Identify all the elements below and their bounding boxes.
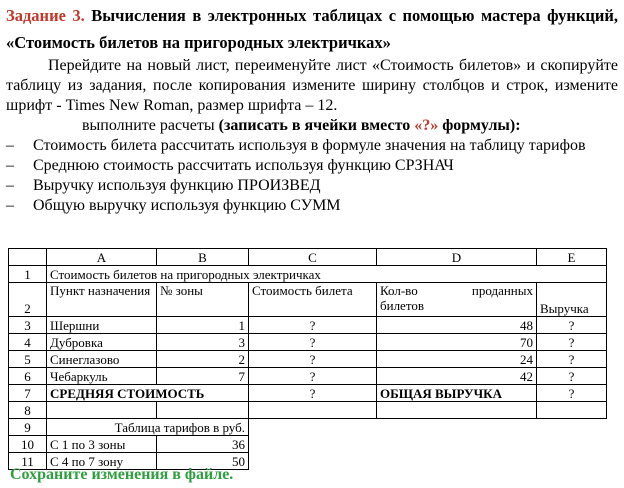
cell-price: ? — [249, 317, 377, 334]
corner-cell — [9, 249, 47, 266]
task-list — [6, 136, 618, 216]
cell-destination: Чебаркуль — [47, 368, 157, 385]
list-item: – Общую выручку используя функцию СУММ — [6, 197, 341, 214]
column-header: D — [377, 249, 537, 266]
question-marker: «?» — [414, 117, 439, 134]
total-label: ОБЩАЯ ВЫРУЧКА — [377, 385, 537, 402]
header-count: Кол-во проданных билетов — [377, 283, 537, 317]
row-number: 8 — [9, 402, 47, 419]
cell-count: 70 — [377, 334, 537, 351]
tariff-value: 36 — [157, 436, 249, 453]
empty-cell — [47, 402, 157, 419]
table-title-cell: Стоимость билетов на пригородных электричках — [47, 266, 607, 283]
cell-revenue: ? — [537, 334, 607, 351]
cell-price: ? — [249, 351, 377, 368]
header-revenue: Выручка — [537, 283, 607, 317]
cell-revenue: ? — [537, 317, 607, 334]
tariff-row — [9, 436, 607, 453]
column-header-row — [9, 249, 607, 266]
spreadsheet-table — [8, 248, 607, 470]
cell-destination: Синеглазово — [47, 351, 157, 368]
tariff-title: Таблица тарифов в руб. — [47, 419, 249, 436]
table-row — [9, 334, 607, 351]
row-number: 5 — [9, 351, 47, 368]
column-header: C — [249, 249, 377, 266]
cell-zone: 2 — [157, 351, 249, 368]
cell-zone: 1 — [157, 317, 249, 334]
task-number: Задание 3. — [6, 6, 85, 25]
list-item: – Среднюю стоимость рассчитать используя функцию СРЗНАЧ — [6, 157, 454, 174]
cell-count: 42 — [377, 368, 537, 385]
table-row — [9, 317, 607, 334]
table-row — [9, 368, 607, 385]
empty-cell — [377, 402, 537, 419]
row-number: 11 — [9, 453, 47, 470]
summary-row — [9, 385, 607, 402]
total-value: ? — [537, 385, 607, 402]
empty-cell — [249, 402, 377, 419]
average-value: ? — [249, 385, 377, 402]
cell-price: ? — [249, 368, 377, 385]
row-number: 10 — [9, 436, 47, 453]
row-number: 4 — [9, 334, 47, 351]
task-line: выполните расчеты (записать в ячейки вместо «?» формулы): — [82, 117, 521, 134]
row-number: 2 — [9, 283, 47, 317]
cell-count: 24 — [377, 351, 537, 368]
average-label: СРЕДНЯЯ СТОИМОСТЬ — [47, 385, 249, 402]
header-price: Стоимость билета — [249, 283, 377, 317]
list-item: – Стоимость билета рассчитать используя в формуле значения на таблицу тарифов — [6, 137, 586, 154]
column-header: E — [537, 249, 607, 266]
cell-revenue: ? — [537, 368, 607, 385]
table-row — [9, 266, 607, 283]
cell-destination: Шершни — [47, 317, 157, 334]
list-item: – Выручку используя функцию ПРОИЗВЕД — [6, 177, 321, 194]
cell-zone: 3 — [157, 334, 249, 351]
header-destination: Пункт назначения — [47, 283, 157, 317]
cell-price: ? — [249, 334, 377, 351]
empty-cell — [157, 402, 249, 419]
header-zone: № зоны — [157, 283, 249, 317]
task-title — [6, 2, 618, 56]
cell-destination: Дубровка — [47, 334, 157, 351]
tariff-label: С 4 по 7 зону — [47, 453, 157, 470]
cell-count: 48 — [377, 317, 537, 334]
instructions-paragraph: Перейдите на новый лист, переименуйте лист «Стоимость билетов» и скопируйте таблицу из задания, после копирования измените ширину столбцов и строк, измените шрифт - Times New Roman, размер шрифта – 12. — [6, 57, 618, 114]
column-header: B — [157, 249, 249, 266]
empty-cell — [537, 402, 607, 419]
row-number: 6 — [9, 368, 47, 385]
save-instruction: Сохраните изменения в файле. — [10, 466, 234, 483]
row-number: 7 — [9, 385, 47, 402]
column-header: A — [47, 249, 157, 266]
document — [6, 2, 618, 216]
row-number: 3 — [9, 317, 47, 334]
task-title-text: Вычисления в электронных таблицах с помощью мастера функций, «Стоимость билетов на пригородных электричках» — [6, 6, 618, 52]
cell-revenue: ? — [537, 351, 607, 368]
tariff-header-row — [9, 419, 607, 436]
table-header-row — [9, 283, 607, 317]
row-number: 9 — [9, 419, 47, 436]
table-row — [9, 351, 607, 368]
cell-zone: 7 — [157, 368, 249, 385]
table-row — [9, 402, 607, 419]
row-number: 1 — [9, 266, 47, 283]
tariff-label: С 1 по 3 зоны — [47, 436, 157, 453]
tariff-value: 50 — [157, 453, 249, 470]
